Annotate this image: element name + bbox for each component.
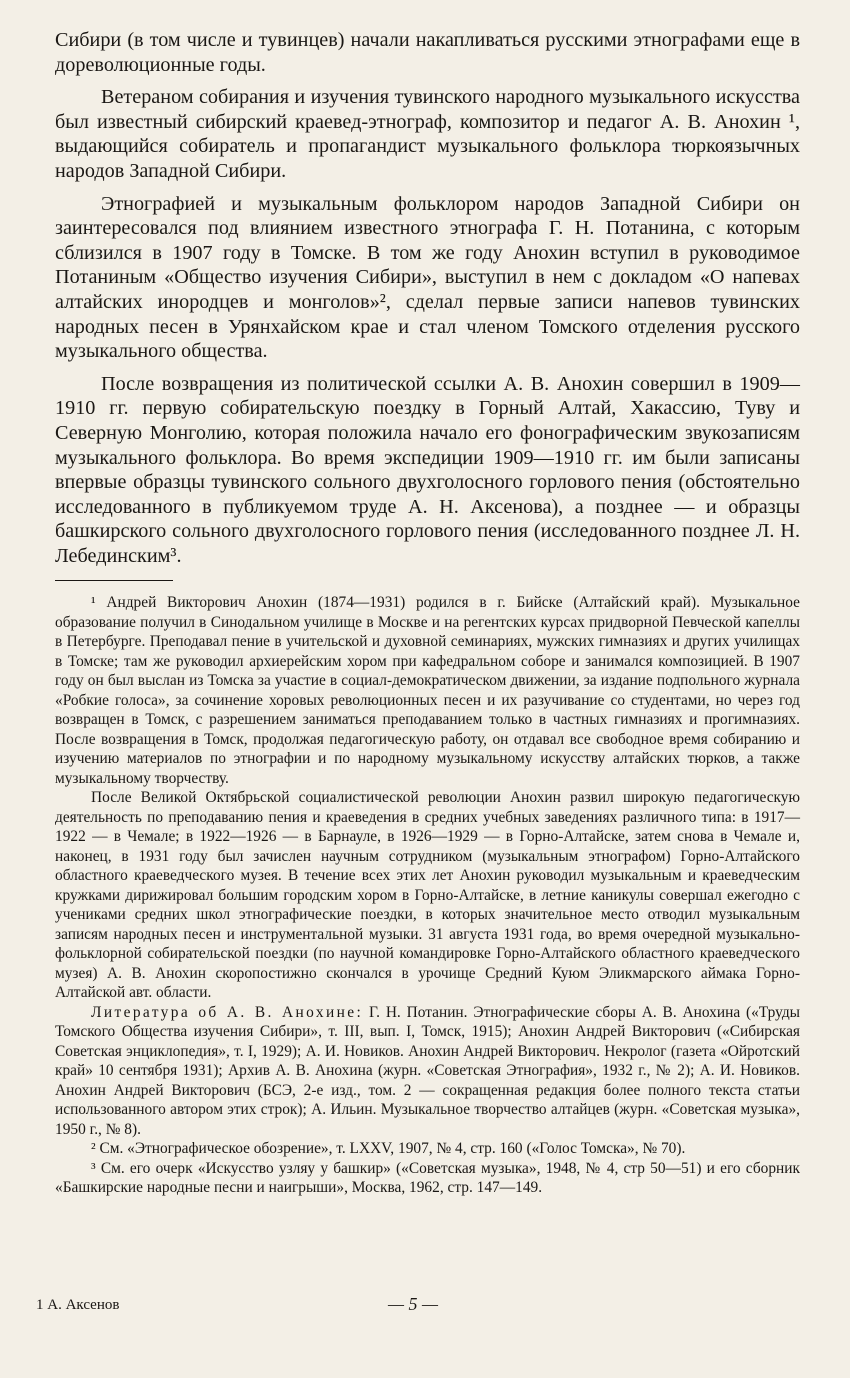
footnote-2: ² См. «Этнографическое обозрение», т. LXXV, 1907, № 4, стр. 160 («Голос Томска», № 70).	[91, 1140, 686, 1158]
literature-body: Г. Н. Потанин. Этнографические сборы А. В. Анохина («Труды Томского Общества изучения Сибири», т. III, вып. I, Томск, 1915); Анохин Андрей Викторович («Сибирская Советская энциклопедия», т. I, 1929); А. И. Новиков. Анохин Андрей Викторович. Некролог (газета «Ойротский край» 10 сентября 1931); Архив А. В. Анохина (журн. «Советская Этнография», 1932 г., № 2); А. И. Новиков. Анохин Андрей Викторович (БСЭ, 2-е изд., том. 2 — сокращенная редакция более полного текста статьи использованного автором этих строк); А. Ильин. Музыкальное творчество алтайцев (журн. «Советская музыка», 1950 г., № 8).	[55, 1003, 801, 1138]
page-number: — 5 —	[388, 1294, 439, 1314]
footnote-divider	[55, 580, 173, 581]
paragraph-1: Сибири (в том числе и тувинцев) начали накапливаться русскими этнографами еще в дореволюционные годы.	[55, 29, 800, 76]
paragraph-2: Ветераном собирания и изучения тувинского народного музыкального искусства был известный сибирский краевед-этнограф, композитор и педагог А. В. Анохин ¹, выдающийся собиратель и пропагандист музыкального фольклора тюркоязычных народов Западной Сибири.	[55, 86, 800, 182]
footnote-3: ³ См. его очерк «Искусство узляу у башкир» («Советская музыка», 1948, № 4, стр 50—51) и его сборник «Башкирские народные песни и наигрыши», Москва, 1962, стр. 147—149.	[55, 1159, 800, 1197]
paragraph-3: Этнографией и музыкальным фольклором народов Западной Сибири он заинтересовался под влиянием известного этнографа Г. Н. Потанина, с которым сблизился в 1907 году в Томске. В том же году Анохин вступил в руководимое Потаниным «Общество изучения Сибири», выступил в нем с докладом «О напевах алтайских инородцев и монголов»², сделал первые записи напевов тувинских народных песен в Урянхайском крае и стал членом Томского отделения русского музыкального общества.	[55, 192, 800, 363]
footnote-1-part-1: ¹ Андрей Викторович Анохин (1874—1931) родился в г. Бийске (Алтайский край). Музыкальное образование получил в Синодальном училище в Москве и на регентских курсах придворной Певческой капеллы в Петербурге. Преподавал пение в учительской и духовной семинариях, мужских гимназиях и других училищах в Томске; там же руководил архиерейским хором при кафедральном соборе и занимался композицией. В 1907 году он был выслан из Томска за участие в социал-демократическом движении, за издание подпольного журнала «Робкие голоса», за сочинение хоровых революционных песен и их разучивание со студентами, но через год возвращен в Томск, с разрешением заниматься преподаванием только в частных гимназиях и прогимназиях. После возвращения в Томск, продолжая педагогическую работу, он отдавал все свободное время собиранию и изучению материалов по этнографии и по народному музыкальному искусству алтайских тюрков, а также музыкальному творчеству.	[55, 594, 800, 787]
page	[55, 28, 800, 1198]
literature-heading: Литература об А. В. Анохине:	[91, 1003, 364, 1021]
main-text	[55, 28, 800, 568]
literature-note	[55, 1003, 800, 1140]
footnote-1-part-2: После Великой Октябрьской социалистической революции Анохин развил широкую педагогическую деятельность по преподаванию пения и краеведения в средних учебных заведениях различного типа: в 1917—1922 — в Чемале; в 1922—1926 — в Барнауле, в 1926—1929 — в Горно-Алтайске, затем снова в Чемале и, наконец, в 1931 году был зачислен научным сотрудником (музыкальным этнографом) Горно-Алтайского областного краеведческого музея. В течение всех этих лет Анохин руководил музыкальным и краеведческим кружками дирижировал большим городским хором в Горно-Алтайске, в летние каникулы совершал ежегодно с учениками средних школ этнографические поездки, в которых значительное место отводил музыкальным записям народных песен и инструментальной музыки. 31 августа 1931 года, во время очередной музыкально-фольклорной собирательской поездки (по научной командировке Горно-Алтайского областного краеведческого музея) А. В. Анохин скоропостижно скончался в урочище Средний Куюм Эликмарского аймака Горно-Алтайской авт. области.	[55, 789, 800, 1002]
footnotes	[55, 593, 800, 1198]
paragraph-4: После возвращения из политической ссылки А. В. Анохин совершил в 1909—1910 гг. первую собирательскую поездку в Горный Алтай, Хакассию, Туву и Северную Монголию, которая положила начало его фонографическим звукозаписям музыкального фольклора. Во время экспедиции 1909—1910 гг. им были записаны впервые образцы тувинского сольного двухголосного горлового пения (обстоятельно исследованного в публикуемом труде А. Н. Аксенова), а позднее — и образцы башкирского сольного двухголосного горлового пения (исследованного позднее Л. Н. Лебединским³.	[55, 372, 800, 567]
signature-mark: 1 А. Аксенов	[36, 1297, 120, 1313]
